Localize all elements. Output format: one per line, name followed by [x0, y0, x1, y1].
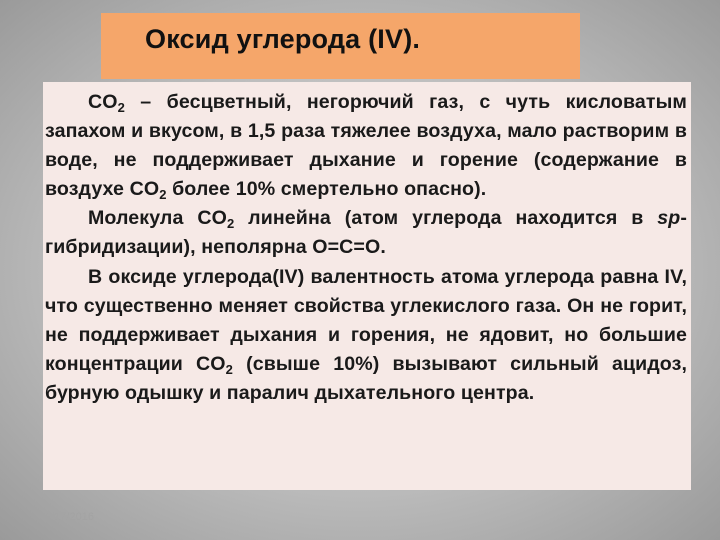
- subscript: 2: [225, 361, 233, 377]
- text-run: более 10% смертельно опасно).: [166, 178, 487, 201]
- paragraph-properties: [45, 88, 687, 204]
- paragraph-valence: [45, 263, 687, 408]
- text-run: – бесцветный, негорючий газ, с чуть кисловатым запахом и вкусом, в 1,5 раза тяжелее воздуха, мало растворим в воде, не поддерживает дыхание и горение (содержание в воздухе CO: [45, 91, 687, 201]
- text-run: CO: [88, 91, 118, 113]
- italic-text: sp: [657, 207, 681, 230]
- subscript: 2: [159, 187, 167, 203]
- subscript: 2: [226, 216, 235, 232]
- text-run: В оксиде углерода(IV) валентность атома углерода равна IV, что существенно меняет свойства углекислого газа. Он не горит, не поддерживает дыхания и горения, не ядовит, но большие концентрации CO: [45, 265, 687, 375]
- slide-title: Оксид углерода (IV).: [145, 24, 421, 54]
- text-run: -гибридизации), неполярна O=C=O.: [45, 207, 687, 259]
- footer-date: 3/17/2016: [45, 511, 94, 523]
- content-text: [45, 88, 687, 408]
- text-run: (свыше 10%) вызывают сильный ацидоз, бурную одышку и паралич дыхательного центра.: [45, 352, 687, 404]
- text-run: линейна (атом углерода находится в: [234, 207, 658, 230]
- paragraph-structure: [45, 204, 687, 262]
- subscript: 2: [117, 100, 125, 115]
- text-run: Молекула CO: [88, 207, 227, 230]
